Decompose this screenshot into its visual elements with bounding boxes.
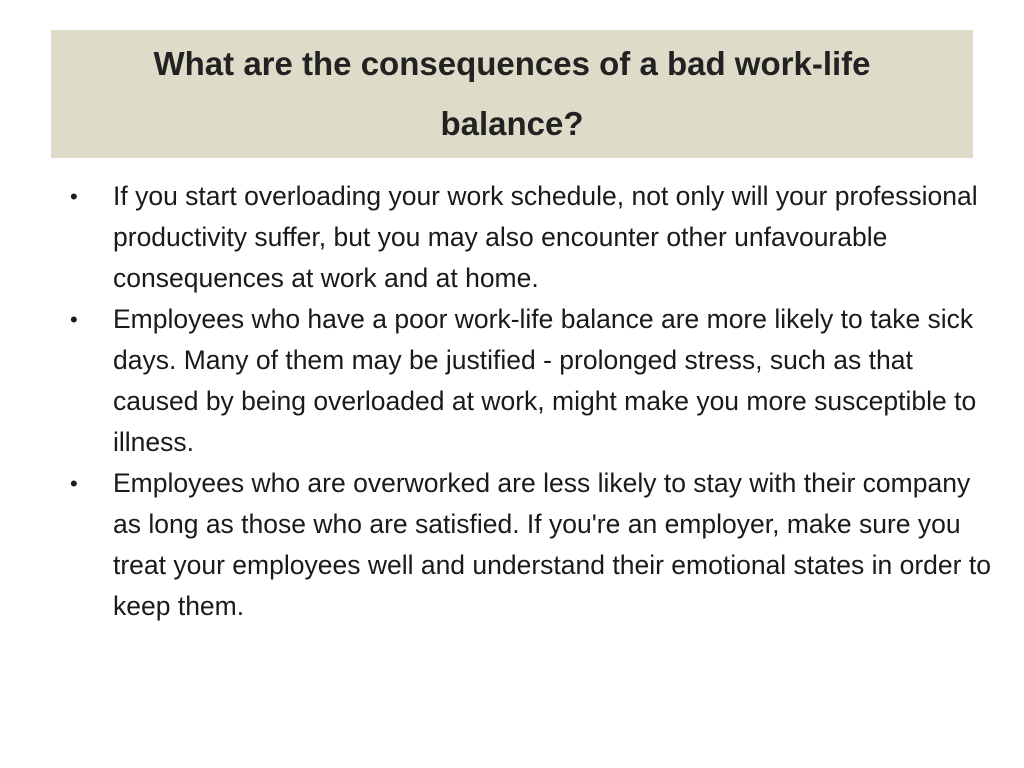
bullet-item xyxy=(66,299,996,463)
bullet-item xyxy=(66,176,996,299)
bullet-item xyxy=(66,463,996,627)
bullet-text: Employees who have a poor work-life balance are more likely to take sick days. Many of them may be justified - prolonged stress, such as that caused by being overloaded at work, might make you more susceptible to illness. xyxy=(113,304,977,457)
title-banner xyxy=(51,30,973,158)
bullet-list xyxy=(66,176,996,627)
slide-title: What are the consequences of a bad work-life balance? xyxy=(153,45,871,142)
bullet-icon: • xyxy=(70,184,78,209)
bullet-icon: • xyxy=(70,307,78,332)
bullet-icon: • xyxy=(70,471,78,496)
bullet-text: Employees who are overworked are less likely to stay with their company as long as those who are satisfied. If you're an employer, make sure you treat your employees well and understand their emotional states in order to keep them. xyxy=(113,468,991,621)
bullet-text: If you start overloading your work schedule, not only will your professional productivity suffer, but you may also encounter other unfavourable consequences at work and at home. xyxy=(113,181,978,293)
